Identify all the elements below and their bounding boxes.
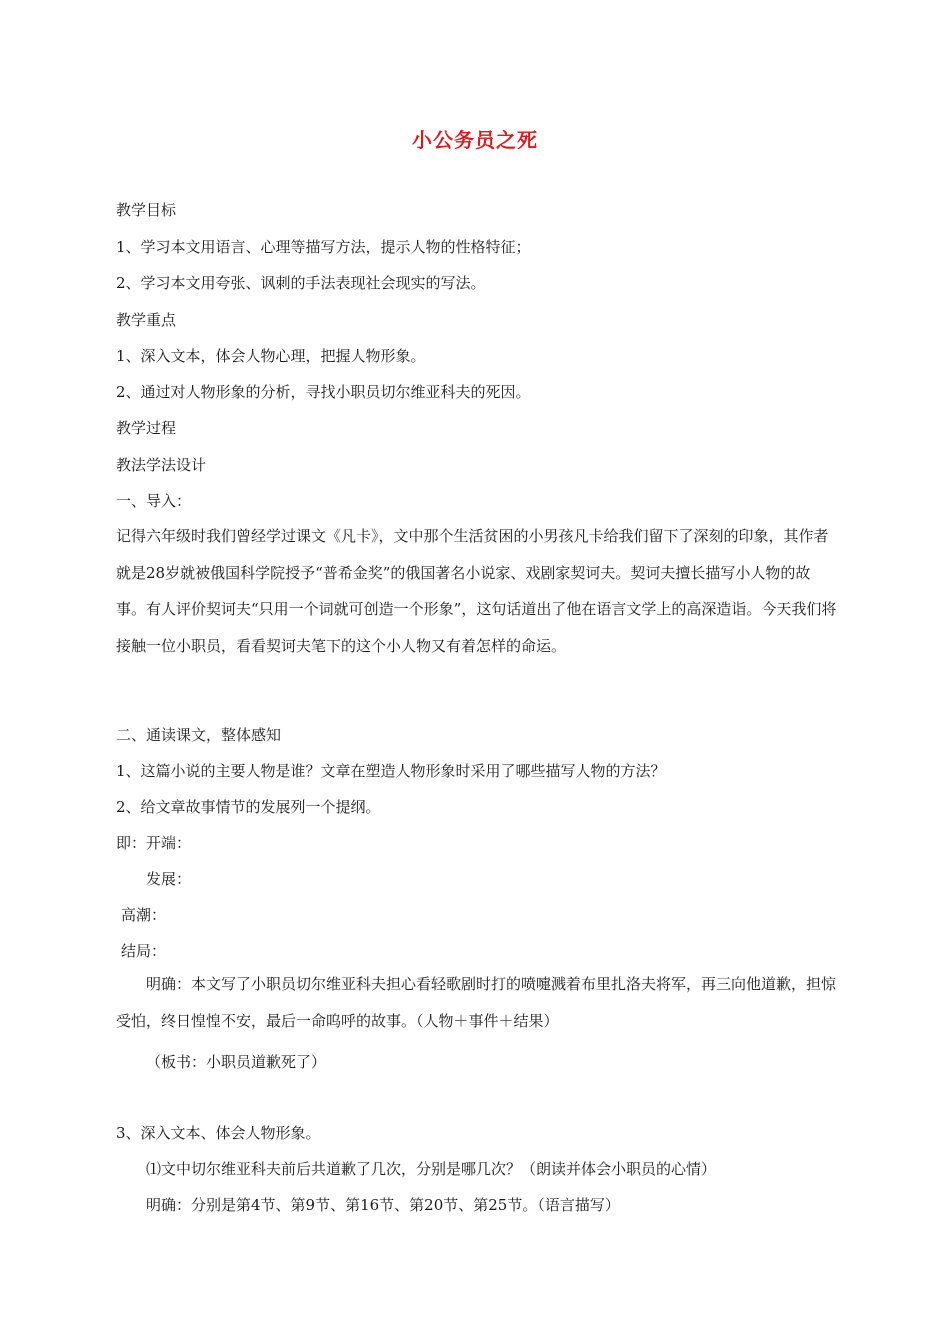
- intro-paragraph: 记得六年级时我们曾经学过课文《凡卡》，文中那个生活贫困的小男孩凡卡给我们留下了深刻的印象，其作者就是28岁就被俄国科学院授予“普希金奖”的俄国著名小说家、戏剧家契诃夫。契诃夫擅长描写小人物的故事。有人评价契诃夫“只用一个词就可创造一个形象”，这句话道出了他在语言文学上的高深造诣。今天我们将接触一位小职员，看看契诃夫笔下的这个小人物又有着怎样的命运。: [116, 527, 837, 655]
- outline-development: 发展：: [146, 870, 192, 888]
- reading-answer: 明确：本文写了小职员切尔维亚科夫担心看轻歌剧时打的喷嚏溅着布里扎洛夫将军，再三向他道歉，担惊受怕，终日惶惶不安，最后一命呜呼的故事。（人物＋事件＋结果）: [116, 975, 837, 1030]
- objectives-heading: 教学目标: [116, 201, 177, 219]
- outline-climax: 高潮：: [121, 906, 167, 924]
- reading-question-2: 2、给文章故事情节的发展列一个提纲。: [116, 798, 381, 816]
- board-note: （板书：小职员道歉死了）: [146, 1053, 327, 1071]
- reading-heading: 二、通读课文，整体感知: [116, 726, 282, 744]
- document-title: 小公务员之死: [412, 128, 538, 152]
- key-point-item-2: 2、通过对人物形象的分析，寻找小职员切尔维亚科夫的死因。: [116, 383, 531, 401]
- deep-question-1: ⑴文中切尔维亚科夫前后共道歉了几次，分别是哪几次？（朗读并体会小职员的心情）: [146, 1160, 717, 1178]
- objective-item-1: 1、学习本文用语言、心理等描写方法，提示人物的性格特征；: [116, 238, 531, 256]
- reading-question-1: 1、这篇小说的主要人物是谁？文章在塑造人物形象时采用了哪些描写人物的方法？: [116, 762, 666, 780]
- key-point-item-1: 1、深入文本，体会人物心理，把握人物形象。: [116, 347, 426, 365]
- intro-heading: 一、导入：: [116, 492, 192, 510]
- key-points-heading: 教学重点: [116, 311, 177, 329]
- process-heading: 教学过程: [116, 419, 177, 437]
- outline-ending: 结局：: [121, 942, 167, 960]
- deep-heading: 3、深入文本、体会人物形象。: [116, 1124, 321, 1142]
- process-subheading: 教法学法设计: [116, 456, 207, 474]
- deep-answer-1: 明确：分别是第4节、第9节、第16节、第20节、第25节。（语言描写）: [146, 1196, 620, 1214]
- objective-item-2: 2、学习本文用夸张、讽刺的手法表现社会现实的写法。: [116, 274, 486, 292]
- outline-start: 即：开端：: [116, 834, 192, 852]
